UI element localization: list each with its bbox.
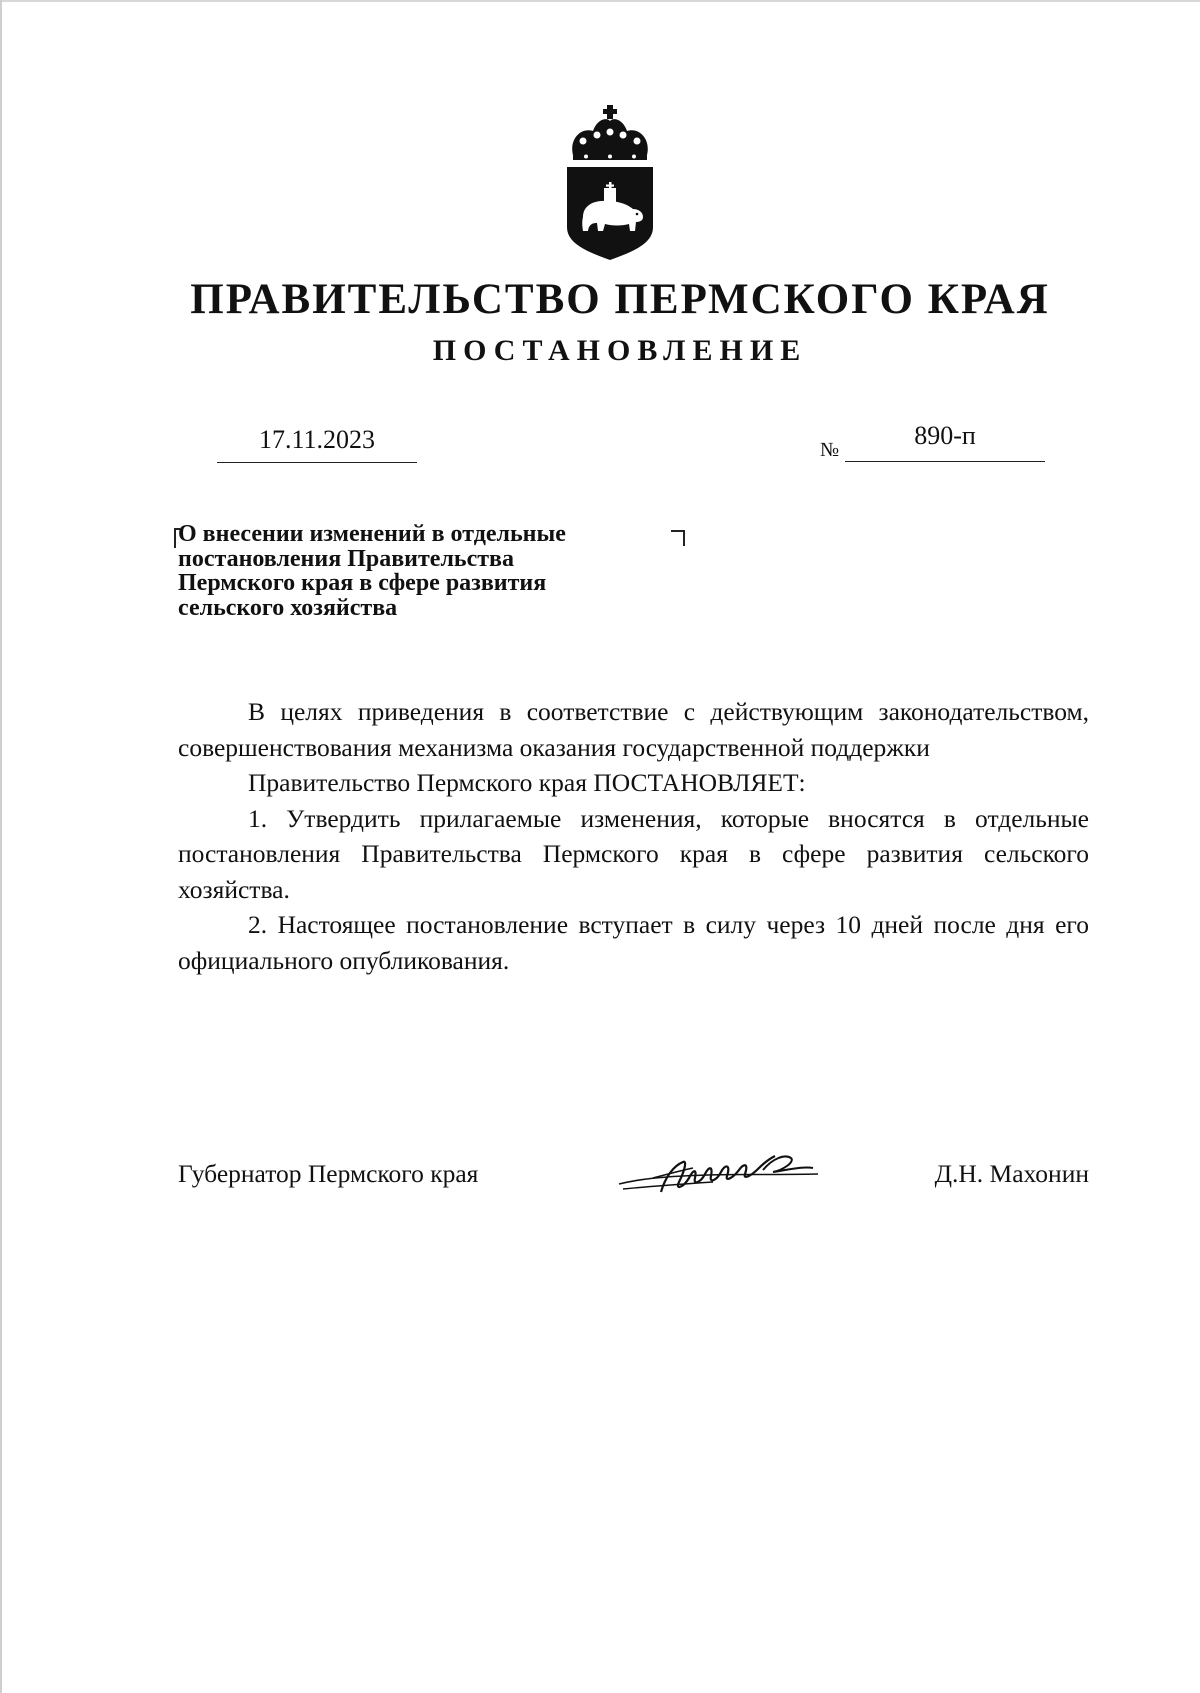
document-body <box>178 694 1089 978</box>
body-paragraph: 1. Утвердить прилагаемые изменения, которые вносятся в отдельные постановления Правительства Пермского края в сфере развития сельского хозяйства. <box>178 803 1089 904</box>
signer-position: Губернатор Пермского края <box>178 1159 479 1188</box>
body-paragraph: 2. Настоящее постановление вступает в силу через 10 дней после дня его официального опубликования. <box>178 910 1089 975</box>
document-date-field <box>217 420 417 463</box>
government-title: ПРАВИТЕЛЬСТВО ПЕРМСКОГО КРАЯ <box>190 276 1050 323</box>
document-date: 17.11.2023 <box>258 425 376 454</box>
subject-line: О внесении изменений в отдельные <box>178 521 566 547</box>
scan-edge-left <box>0 0 2 1693</box>
subject-line: Пермского края в сфере развития <box>178 570 547 596</box>
document-number-field <box>845 418 1045 462</box>
perm-krai-coat-of-arms-icon <box>561 105 659 260</box>
body-paragraph: В целях приведения в соответствие с действующим законодательством, совершенствования механизма оказания государственной поддержки <box>178 697 1089 762</box>
signer-name: Д.Н. Махонин <box>934 1159 1089 1188</box>
document-type: ПОСТАНОВЛЕНИЕ <box>432 334 808 367</box>
body-paragraph: Правительство Пермского края ПОСТАНОВЛЯЕТ: <box>248 768 806 797</box>
signature-block <box>178 1152 1089 1196</box>
subject-line: постановления Правительства <box>178 545 514 572</box>
document-number: 890-п <box>914 421 976 450</box>
subject-corner-mark-right <box>671 530 685 546</box>
subject-line: сельского хозяйства <box>178 594 398 621</box>
document-subject <box>178 522 648 620</box>
number-sign: № <box>820 439 840 461</box>
handwritten-signature-icon <box>613 1148 828 1200</box>
scan-edge-top <box>0 0 1200 2</box>
